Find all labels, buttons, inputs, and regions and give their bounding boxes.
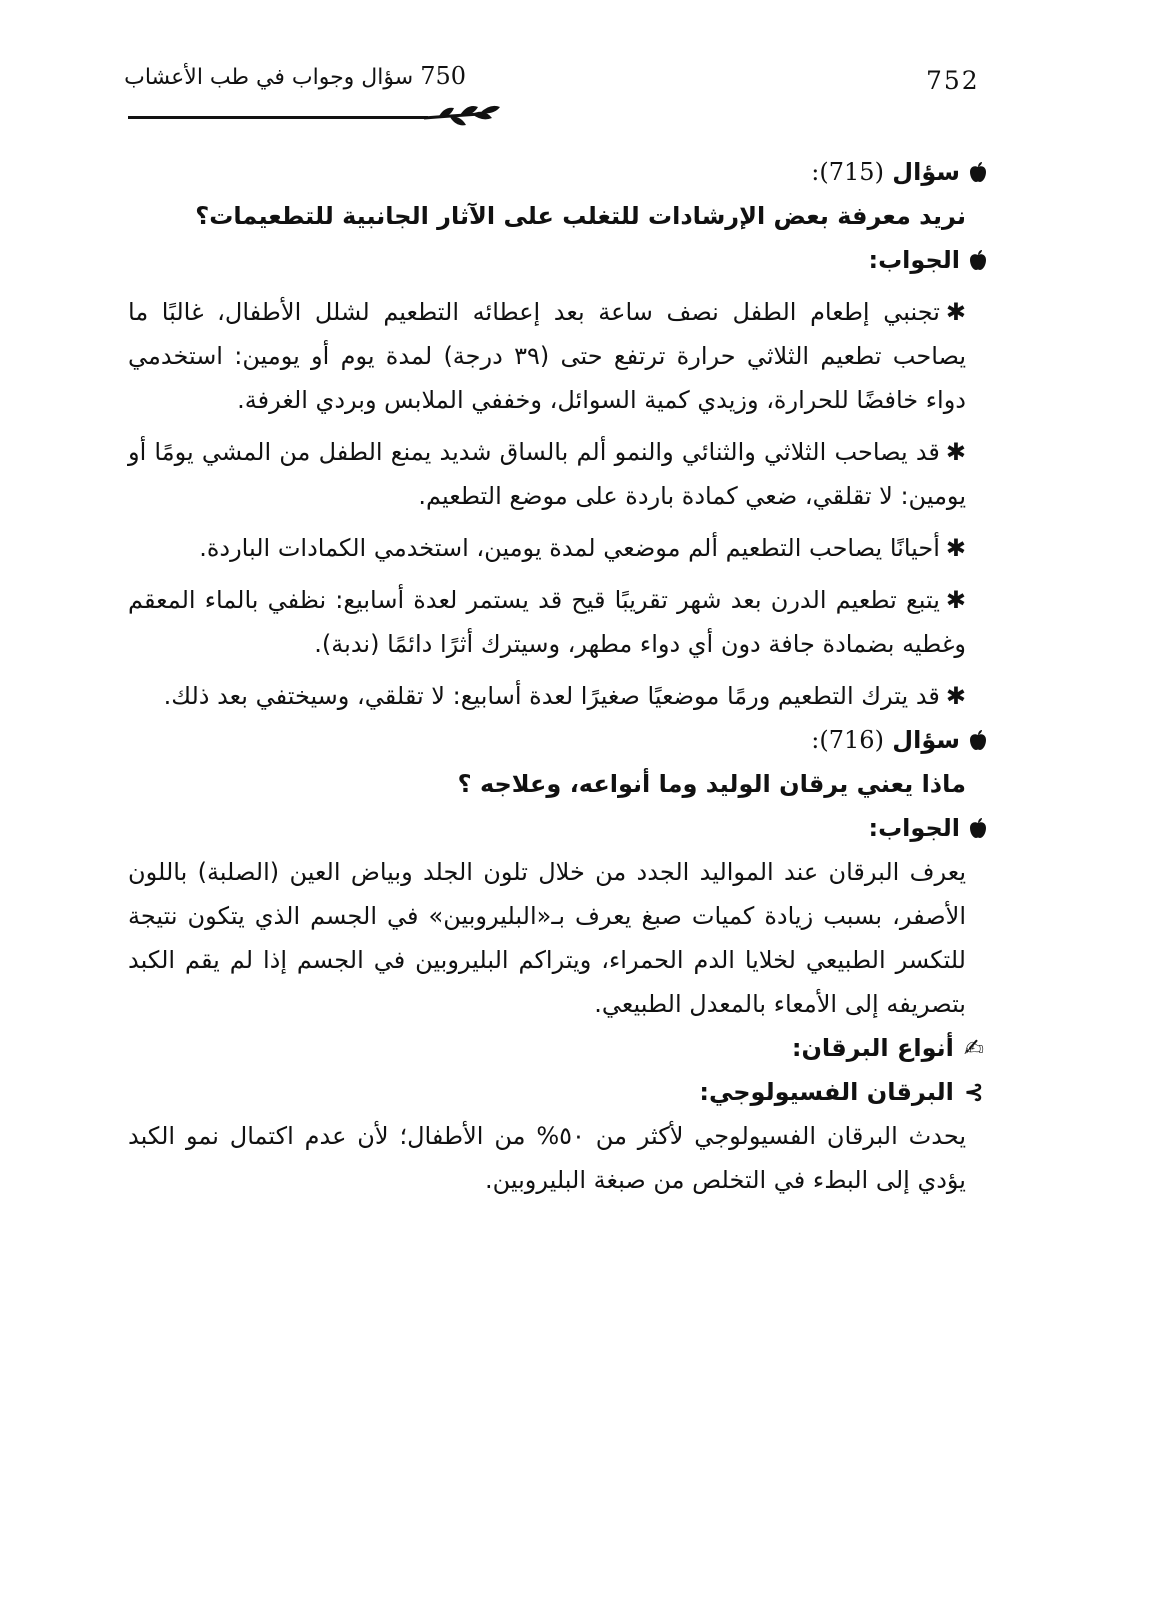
question-716-text: ماذا يعني يرقان الوليد وما أنواعه، وعلاجه ؟ — [457, 770, 966, 798]
answer-716-paragraph: يعرف البرقان عند المواليد الجدد من خلال تلون الجلد وبياض العين (الصلبة) باللون الأصفر، بسبب زيادة كميات صبغ يعرف بـ«البليروبين» في الجسم الذي يتكون نتيجة للتكسر الطبيعي لخلايا الدم الحمراء، ويتراكم البليروبين في الجسم إذا لم يقم الكبد بتصريفه إلى الأمعاء بالمعدل الطبيعي. — [128, 858, 966, 1018]
page-number: 752 — [926, 66, 980, 95]
bullet-item — [128, 430, 1002, 518]
star-bullet-icon: ✱ — [945, 534, 966, 562]
physiological-jaundice-paragraph: يحدث البرقان الفسيولوجي لأكثر من ٥٠% من الأطفال؛ لأن عدم اكتمال نمو الكبد يؤدي إلى البطء في التخلص من صبغة البليروبين. — [128, 1122, 966, 1194]
leaf-ornament-icon — [420, 98, 504, 134]
finger-mark-icon: ✍ — [963, 1034, 984, 1062]
running-head-number: 750 — [420, 62, 466, 90]
question-715-heading — [128, 150, 1002, 194]
physiological-jaundice-heading — [128, 1070, 1002, 1114]
header-rule — [128, 116, 428, 119]
question-716-number: (716): — [811, 726, 884, 754]
bullet-item — [128, 526, 1002, 570]
answer-716-heading — [128, 806, 1002, 850]
jaundice-types-label: أنواع البرقان: — [791, 1034, 954, 1062]
apple-icon — [968, 817, 988, 839]
bullet-text: أحيانًا يصاحب التطعيم ألم موضعي لمدة يومين، استخدمي الكمادات الباردة. — [199, 534, 940, 562]
bullet-text: قد يصاحب الثلاثي والثنائي والنمو ألم بالساق شديد يمنع الطفل من المشي يومًا أو يومين: لا تقلقي، ضعي كمادة باردة على موضع التطعيم. — [128, 438, 966, 510]
star-bullet-icon: ✱ — [945, 682, 966, 710]
apple-icon — [968, 249, 988, 271]
bullet-item — [128, 674, 1002, 718]
bullet-item — [128, 290, 1002, 422]
physiological-jaundice-label: البرقان الفسيولوجي: — [699, 1078, 954, 1106]
question-715-number: (715): — [811, 158, 884, 186]
star-bullet-icon: ✱ — [945, 438, 966, 466]
star-bullet-icon: ✱ — [945, 586, 966, 614]
star-bullet-icon: ✱ — [945, 298, 966, 326]
question-715-text: نريد معرفة بعض الإرشادات للتغلب على الآثار الجانبية للتطعيمات؟ — [195, 202, 966, 230]
answer-715-heading — [128, 238, 1002, 282]
page-body — [128, 150, 1002, 1202]
answer-715-label: الجواب: — [868, 246, 960, 274]
running-head — [124, 62, 466, 90]
bullet-text: قد يترك التطعيم ورمًا موضعيًا صغيرًا لعدة أسابيع: لا تقلقي، وسيختفي بعد ذلك. — [163, 682, 940, 710]
answer-716-label: الجواب: — [868, 814, 960, 842]
apple-icon — [968, 729, 988, 751]
running-head-title: سؤال وجواب في طب الأعشاب — [124, 65, 414, 90]
jaundice-types-heading — [128, 1026, 1002, 1070]
bullet-item — [128, 578, 1002, 666]
bullet-text: يتبع تطعيم الدرن بعد شهر تقريبًا قيح قد يستمر لعدة أسابيع: نظفي بالماء المعقم وغطيه بضمادة جافة دون أي دواء مطهر، وسيترك أثرًا دائمًا (ندبة). — [128, 586, 966, 658]
question-716-label: سؤال — [892, 726, 960, 754]
apple-icon — [968, 161, 988, 183]
question-716-heading — [128, 718, 1002, 762]
arrow-mark-icon: ⊱ — [963, 1078, 984, 1106]
bullet-text: تجنبي إطعام الطفل نصف ساعة بعد إعطائه التطعيم لشلل الأطفال، غالبًا ما يصاحب تطعيم الثلاثي حرارة ترتفع حتى (٣٩ درجة) لمدة يوم أو يومين: استخدمي دواء خافضًا للحرارة، وزيدي كمية السوائل، وخففي الملابس وبردي الغرفة. — [128, 298, 966, 414]
question-715-label: سؤال — [892, 158, 960, 186]
